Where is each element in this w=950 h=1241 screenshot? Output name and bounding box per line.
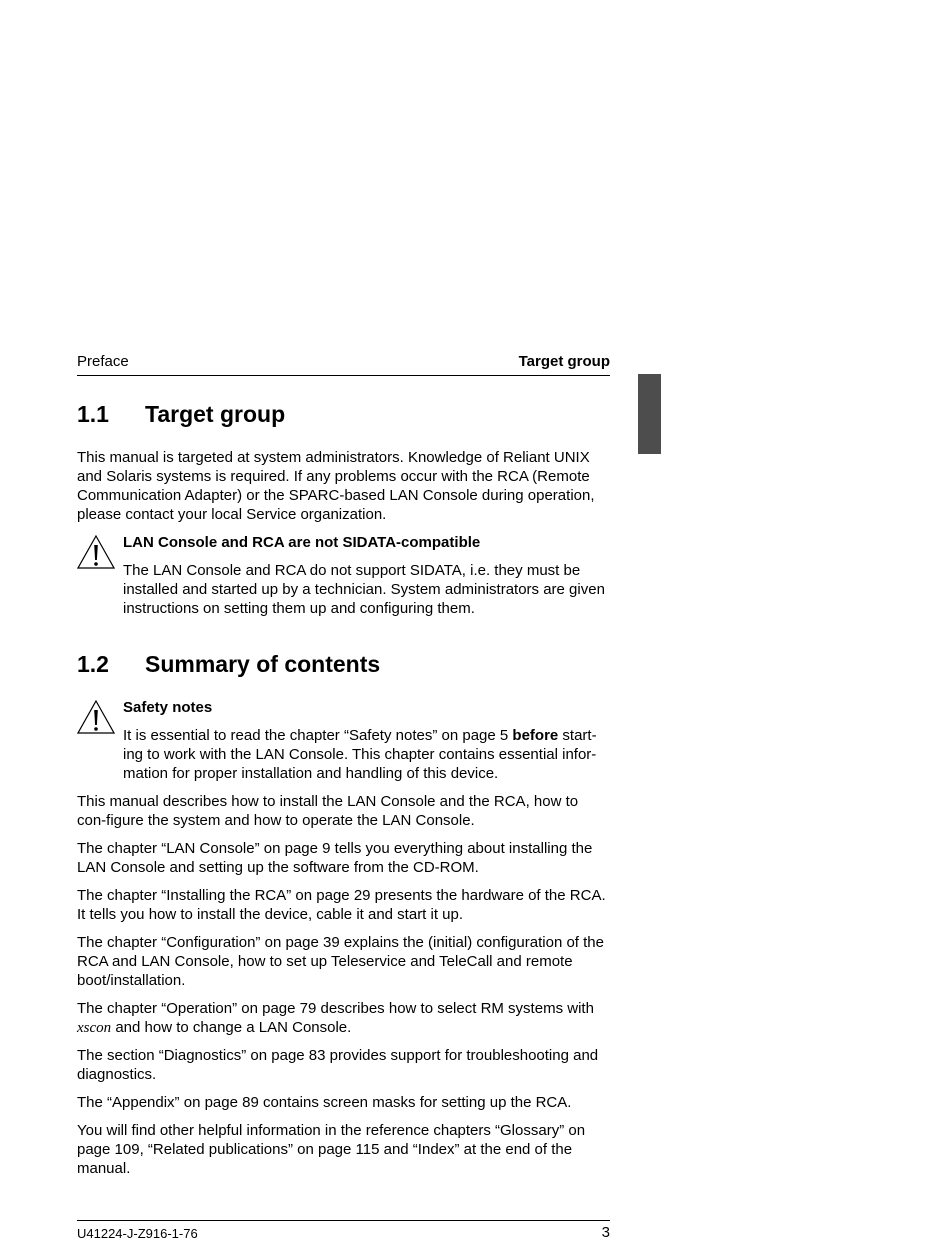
page-number: 3 bbox=[601, 1224, 610, 1241]
summary-paragraph-appendix: The “Appendix” on page 89 contains screen masks for setting up the RCA. bbox=[77, 1094, 572, 1111]
running-header-chapter: Preface bbox=[77, 353, 129, 370]
warning-title: Safety notes bbox=[123, 699, 213, 716]
section-number: 1.2 bbox=[77, 651, 109, 677]
command-name: xscon bbox=[77, 1020, 112, 1036]
warning-text-part: It is essential to read the chapter “Safety notes” on page 5 bbox=[123, 727, 513, 744]
section-title: Summary of contents bbox=[145, 651, 381, 677]
running-header-section: Target group bbox=[518, 353, 610, 370]
footer-divider bbox=[77, 1220, 610, 1221]
warning-text-part: start-ing to work with the LAN Console. This chapter contains essential infor-mation for proper installation and handling of this device. bbox=[123, 727, 597, 782]
warning-text: The LAN Console and RCA do not support SIDATA, i.e. they must be installed and started up by a technician. System administrators are given instructions on setting them up and configuring them. bbox=[123, 562, 605, 617]
section-number: 1.1 bbox=[77, 401, 109, 427]
warning-sidata bbox=[123, 533, 610, 618]
summary-paragraph-installing-rca: The chapter “Installing the RCA” on page 29 presents the hardware of the RCA. It tells you how to install the device, cable it and start it up. bbox=[77, 887, 606, 923]
paragraph-text-part: and how to change a LAN Console. bbox=[111, 1019, 352, 1036]
caution-triangle-icon bbox=[77, 700, 115, 734]
section-title: Target group bbox=[145, 401, 286, 427]
summary-paragraph-overview: This manual describes how to install the LAN Console and the RCA, how to con-figure the system and how to operate the LAN Console. bbox=[77, 793, 579, 829]
summary-paragraph-operation bbox=[77, 999, 610, 1038]
warning-title: LAN Console and RCA are not SIDATA-compatible bbox=[123, 534, 481, 551]
section-heading-summary bbox=[77, 651, 380, 678]
section-heading-target-group bbox=[77, 401, 285, 428]
summary-paragraph-configuration: The chapter “Configuration” on page 39 explains the (initial) configuration of the RCA and LAN Console, how to set up Teleservice and TeleCall and remote boot/installation. bbox=[77, 934, 604, 989]
document-number: U41224-J-Z916-1-76 bbox=[77, 1226, 198, 1241]
warning-text bbox=[123, 726, 610, 783]
summary-paragraph-diagnostics: The section “Diagnostics” on page 83 provides support for troubleshooting and diagnostics. bbox=[77, 1047, 599, 1083]
target-group-intro: This manual is targeted at system administrators. Knowledge of Reliant UNIX and Solaris systems is required. If any problems occur with the RCA (Remote Communication Adapter) or the SPARC-based LAN Console during operation, please contact your local Service organization. bbox=[77, 449, 595, 523]
summary-paragraph-reference: You will find other helpful information in the reference chapters “Glossary” on page 109, “Related publications” on page 115 and “Index” at the end of the manual. bbox=[77, 1122, 586, 1177]
thumb-index-tab bbox=[638, 374, 661, 454]
header-divider bbox=[77, 375, 610, 376]
caution-triangle-icon bbox=[77, 535, 115, 569]
paragraph-text-part: The chapter “Operation” on page 79 describes how to select RM systems with bbox=[77, 1000, 594, 1017]
warning-emphasis: before bbox=[512, 727, 559, 744]
summary-paragraph-lan-console: The chapter “LAN Console” on page 9 tells you everything about installing the LAN Console and setting up the software from the CD-ROM. bbox=[77, 840, 593, 876]
warning-safety-notes bbox=[123, 698, 610, 783]
